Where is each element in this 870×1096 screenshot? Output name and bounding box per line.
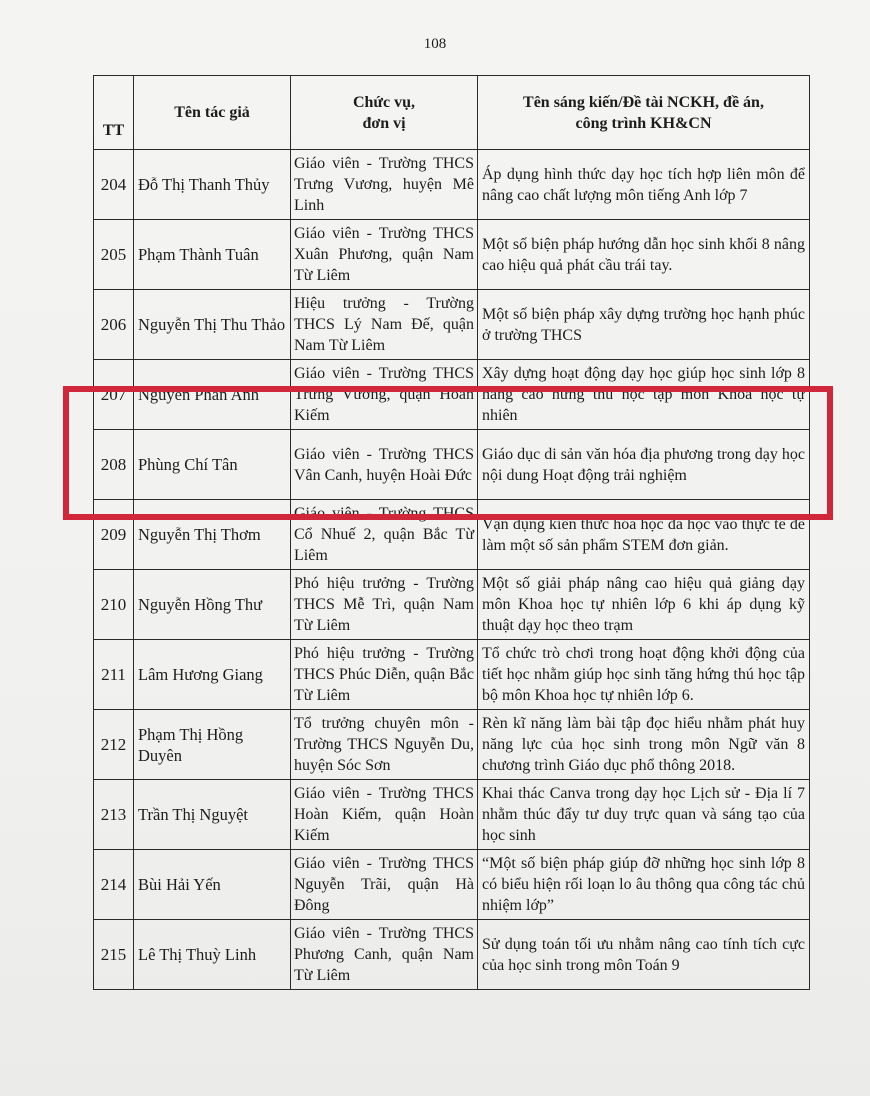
cell-title: Xây dựng hoạt động dạy học giúp học sinh lớp 8 hăng cao hứng thú học tập môn Khoa học tự nhiên [478, 360, 810, 430]
cell-tt: 205 [94, 220, 134, 290]
header-author: Tên tác giả [134, 76, 291, 150]
cell-title: Sử dụng toán tối ưu nhằm nâng cao tính tích cực của học sinh trong môn Toán 9 [478, 920, 810, 990]
header-title-line2: công trình KH&CN [575, 114, 712, 132]
cell-title: Tổ chức trò chơi trong hoạt động khởi động của tiết học nhằm giúp học sinh tăng hứng thú học tập bộ môn Khoa học tự nhiên lớp 6. [478, 640, 810, 710]
cell-author: Phạm Thị Hồng Duyên [134, 710, 291, 780]
cell-unit: Hiệu trưởng - Trường THCS Lý Nam Đế, quận Nam Từ Liêm [291, 290, 478, 360]
cell-tt: 207 [94, 360, 134, 430]
table-row [94, 640, 810, 710]
cell-unit: Tổ trưởng chuyên môn - Trường THCS Nguyễn Du, huyện Sóc Sơn [291, 710, 478, 780]
cell-title: Giáo dục di sản văn hóa địa phương trong dạy học nội dung Hoạt động trải nghiệm [478, 430, 810, 500]
table-header-row [94, 76, 810, 150]
table-row [94, 920, 810, 990]
highlight-box [63, 386, 833, 520]
cell-title: Một số giải pháp nâng cao hiệu quả giảng dạy môn Khoa học tự nhiên lớp 6 khi áp dụng kỹ thuật dạy học theo trạm [478, 570, 810, 640]
cell-title: Một số biện pháp xây dựng trường học hạnh phúc ở trường THCS [478, 290, 810, 360]
cell-tt: 211 [94, 640, 134, 710]
cell-tt: 215 [94, 920, 134, 990]
cell-author: Nguyễn Hồng Thư [134, 570, 291, 640]
cell-unit: Giáo viên - Trường THCS Nguyễn Trãi, quận Hà Đông [291, 850, 478, 920]
cell-title: Áp dụng hình thức dạy học tích hợp liên môn để nâng cao chất lượng môn tiếng Anh lớp 7 [478, 150, 810, 220]
cell-author: Phạm Thành Tuân [134, 220, 291, 290]
table-row [94, 220, 810, 290]
header-position-line2: đơn vị [362, 114, 406, 132]
page-number: 108 [423, 36, 447, 52]
table-row [94, 780, 810, 850]
header-title [478, 76, 810, 150]
cell-author: Nguyễn Thị Thu Thảo [134, 290, 291, 360]
cell-title: Vận dụng kiến thức hóa học đã học vào thực tế để làm một số sản phẩm STEM đơn giản. [478, 500, 810, 570]
cell-unit: Phó hiệu trưởng - Trường THCS Mễ Trì, quận Nam Từ Liêm [291, 570, 478, 640]
table-row [94, 710, 810, 780]
awards-table [93, 75, 810, 990]
table-row [94, 290, 810, 360]
table-row [94, 570, 810, 640]
header-position [291, 76, 478, 150]
header-title-line1: Tên sáng kiến/Đề tài NCKH, đề án, [523, 93, 764, 111]
cell-unit: Giáo viên - Trường THCS Trưng Vương, huyện Mê Linh [291, 150, 478, 220]
cell-unit: Giáo viên - Trường THCS Hoàn Kiếm, quận Hoàn Kiếm [291, 780, 478, 850]
cell-tt: 210 [94, 570, 134, 640]
cell-author: Lâm Hương Giang [134, 640, 291, 710]
cell-tt: 212 [94, 710, 134, 780]
cell-author: Bùi Hải Yến [134, 850, 291, 920]
cell-author: Nguyễn Phan Anh [134, 360, 291, 430]
cell-unit: Giáo viên - Trường THCS Trưng Vương, quận Hoàn Kiếm [291, 360, 478, 430]
header-tt: TT [94, 76, 134, 150]
cell-title: Một số biện pháp hướng dẫn học sinh khối 8 nâng cao hiệu quả phát cầu trái tay. [478, 220, 810, 290]
cell-author: Đỗ Thị Thanh Thủy [134, 150, 291, 220]
cell-tt: 206 [94, 290, 134, 360]
cell-author: Lê Thị Thuỳ Linh [134, 920, 291, 990]
cell-author: Trần Thị Nguyệt [134, 780, 291, 850]
cell-title: “Một số biện pháp giúp đỡ những học sinh lớp 8 có biểu hiện rối loạn lo âu thông qua công tác chủ nhiệm lớp” [478, 850, 810, 920]
cell-tt: 214 [94, 850, 134, 920]
cell-tt: 209 [94, 500, 134, 570]
header-position-line1: Chức vụ, [352, 93, 416, 111]
cell-tt: 208 [94, 430, 134, 500]
cell-title: Khai thác Canva trong dạy học Lịch sử - Địa lí 7 nhằm thúc đẩy tư duy trực quan và sáng tạo của học sinh [478, 780, 810, 850]
cell-unit: Giáo viên - Trường THCS Cổ Nhuế 2, quận Bắc Từ Liêm [291, 500, 478, 570]
cell-unit: Phó hiệu trưởng - Trường THCS Phúc Diễn, quận Bắc Từ Liêm [291, 640, 478, 710]
cell-title: Rèn kĩ năng làm bài tập đọc hiểu nhằm phát huy năng lực của học sinh trong môn Ngữ văn 8 chương trình Giáo dục phổ thông 2018. [478, 710, 810, 780]
cell-author: Nguyễn Thị Thơm [134, 500, 291, 570]
table-row [94, 850, 810, 920]
cell-author: Phùng Chí Tân [134, 430, 291, 500]
cell-unit: Giáo viên - Trường THCS Xuân Phương, quận Nam Từ Liêm [291, 220, 478, 290]
cell-tt: 204 [94, 150, 134, 220]
table-row [94, 150, 810, 220]
cell-unit: Giáo viên - Trường THCS Phương Canh, quận Nam Từ Liêm [291, 920, 478, 990]
cell-tt: 213 [94, 780, 134, 850]
cell-unit: Giáo viên - Trường THCS Vân Canh, huyện Hoài Đức [291, 430, 478, 500]
